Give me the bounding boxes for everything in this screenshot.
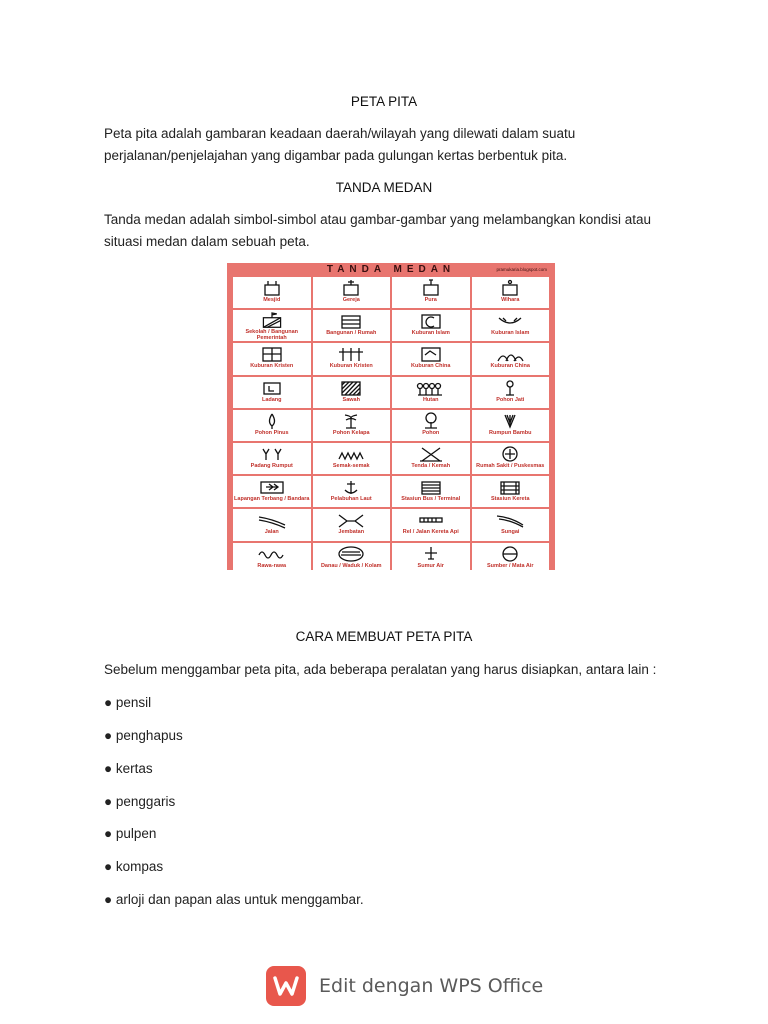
legend-cell-label: Rel / Jalan Kereta Api — [402, 529, 459, 536]
legend-cell — [472, 310, 550, 341]
grassland-icon — [257, 445, 287, 463]
legend-cell — [233, 410, 311, 441]
legend-cell-label: Stasiun Kereta — [490, 496, 530, 503]
tree-icon — [416, 412, 446, 430]
legend-cell — [472, 509, 550, 540]
pine-tree-icon — [257, 412, 287, 430]
field-icon — [257, 379, 287, 397]
lake-icon — [336, 545, 366, 563]
legend-cell — [472, 410, 550, 441]
coconut-tree-icon — [336, 412, 366, 430]
legend-cell-label: Kuburan China — [490, 363, 530, 370]
paragraph-cara-membuat: Sebelum menggambar peta pita, ada beberapa peralatan yang harus disiapkan, antara lain : — [104, 662, 657, 677]
legend-cell — [313, 543, 391, 574]
legend-cell-label: Pohon Kelapa — [332, 429, 370, 436]
legend-cell — [233, 476, 311, 507]
legend-cell-label: Rumpun Bambu — [489, 429, 532, 436]
legend-cell — [472, 377, 550, 408]
legend-cell — [392, 443, 470, 474]
paragraph-line: perjalanan/penjelajahan yang digambar pada gulungan kertas berbentuk pita. — [104, 148, 568, 163]
legend-cell — [392, 410, 470, 441]
spring-icon — [495, 545, 525, 563]
legend-cell-label: Kuburan Kristen — [250, 363, 294, 370]
legend-cell — [392, 277, 470, 308]
legend-cell — [392, 377, 470, 408]
edit-with-wps-button[interactable] — [266, 964, 543, 1008]
list-item: ● pensil — [104, 695, 152, 710]
legend-cell-label: Danau / Waduk / Kolam — [320, 562, 382, 569]
mosque-icon — [257, 279, 287, 297]
legend-cell — [472, 343, 550, 374]
list-item: ● kertas — [104, 761, 153, 776]
legend-cell-label: Wihara — [501, 297, 520, 303]
legend-cell — [233, 443, 311, 474]
title-peta-pita: PETA PITA — [350, 94, 418, 109]
legend-cell — [392, 543, 470, 574]
ricefield-icon — [336, 379, 366, 397]
legend-cell — [233, 543, 311, 574]
hospital-icon — [495, 445, 525, 463]
bridge-icon — [336, 511, 366, 529]
paragraph-line: Tanda medan adalah simbol-simbol atau gambar-gambar yang melambangkan kondisi atau — [104, 212, 652, 227]
river-icon — [495, 511, 525, 529]
legend-cell-label: Ladang — [261, 396, 282, 403]
tent-icon — [416, 445, 446, 463]
legend-cell — [472, 443, 550, 474]
bamboo-icon — [495, 412, 525, 430]
legend-cell-label: Rawa-rawa — [257, 562, 287, 569]
wps-logo-icon — [266, 966, 306, 1006]
legend-cell-label: Padang Rumput — [250, 462, 293, 469]
legend-cell — [233, 277, 311, 308]
title-cara-membuat: CARA MEMBUAT PETA PITA — [295, 629, 473, 644]
christian-grave-icon — [257, 345, 287, 363]
railway-icon — [416, 511, 446, 529]
legend-cell — [233, 310, 311, 341]
list-item: ● arloji dan papan alas untuk menggambar. — [104, 892, 364, 907]
road-icon — [257, 511, 287, 529]
legend-cell-label: Sumur Air — [417, 562, 444, 569]
legend-cell-label: Lapangan Terbang / Bandara — [234, 496, 310, 503]
paragraph-line: situasi medan dalam sebuah peta. — [104, 234, 310, 249]
well-icon — [416, 545, 446, 563]
building-icon — [336, 312, 366, 330]
legend-cell-label: Tenda / Kemah — [411, 462, 451, 469]
legend-cell-label: Jembatan — [338, 529, 365, 536]
legend-cell — [392, 509, 470, 540]
legend-cell — [313, 476, 391, 507]
list-item: ● pulpen — [104, 826, 157, 841]
legend-cell — [233, 343, 311, 374]
legend-cell — [392, 476, 470, 507]
legend-title: TANDA MEDAN — [326, 264, 456, 275]
paragraph-peta-pita — [104, 123, 684, 167]
seaport-icon — [336, 478, 366, 496]
legend-cell — [313, 343, 391, 374]
legend-cell-label: Jalan — [264, 529, 279, 536]
paragraph-tanda-medan — [104, 209, 684, 253]
legend-cell-label: Kuburan Islam — [491, 330, 530, 337]
islamic-grave-icon — [416, 312, 446, 330]
swamp-icon — [257, 545, 287, 563]
wps-edit-label: Edit dengan WPS Office — [319, 975, 544, 997]
legend-cell-label: Kuburan Islam — [411, 330, 450, 337]
list-item: ● kompas — [104, 859, 164, 874]
chinese-grave-icon — [416, 345, 446, 363]
vihara-icon — [495, 279, 525, 297]
legend-cell-label: Sungai — [501, 529, 520, 536]
legend-cell-label: Sumber / Mata Air — [486, 562, 534, 569]
legend-cell — [313, 509, 391, 540]
legend-cell — [472, 476, 550, 507]
tanda-medan-legend-image — [227, 263, 555, 570]
legend-url: pramukaria.blogspot.com — [496, 267, 547, 272]
legend-cell — [233, 377, 311, 408]
legend-cell — [472, 543, 550, 574]
teak-tree-icon — [495, 379, 525, 397]
list-item: ● penghapus — [104, 728, 183, 743]
legend-cell-label: Pura — [424, 297, 437, 303]
legend-cell-label: Rumah Sakit / Puskesmas — [476, 462, 545, 469]
islamic-grave-2-icon — [495, 312, 525, 330]
legend-cell — [233, 509, 311, 540]
legend-cell-label: Sawah — [342, 396, 360, 403]
legend-cell-label: Mesjid — [263, 297, 281, 303]
list-item: ● penggaris — [104, 794, 176, 809]
temple-icon — [416, 279, 446, 297]
legend-cell — [392, 343, 470, 374]
bush-icon — [336, 445, 366, 463]
title-tanda-medan: TANDA MEDAN — [335, 180, 433, 195]
legend-cell — [472, 277, 550, 308]
legend-cell-label: Semak-semak — [332, 462, 370, 469]
legend-cell — [313, 277, 391, 308]
legend-cell-label: Sekolah / Bangunan Pemerintah — [245, 329, 299, 342]
legend-cell-label: Bangunan / Rumah — [326, 330, 377, 337]
legend-cell — [313, 443, 391, 474]
church-icon — [336, 279, 366, 297]
legend-cell-label: Hutan — [422, 396, 439, 403]
train-station-icon — [495, 478, 525, 496]
forest-icon — [416, 379, 446, 397]
legend-cell-label: Pohon Jati — [496, 396, 525, 403]
school-icon — [257, 312, 287, 329]
legend-grid — [233, 277, 549, 569]
legend-cell — [313, 377, 391, 408]
airport-icon — [257, 478, 287, 496]
legend-cell-label: Stasiun Bus / Terminal — [401, 496, 461, 503]
legend-cell — [313, 410, 391, 441]
legend-cell — [392, 310, 470, 341]
legend-cell-label: Pohon Pinus — [254, 429, 289, 436]
legend-cell-label: Gereja — [342, 297, 360, 303]
paragraph-line: Peta pita adalah gambaran keadaan daerah/wilayah yang dilewati dalam suatu — [104, 126, 576, 141]
legend-cell-label: Pohon — [422, 429, 440, 436]
legend-cell-label: Kuburan Kristen — [329, 363, 373, 370]
legend-cell-label: Pelabuhan Laut — [330, 496, 372, 503]
christian-grave-2-icon — [336, 345, 366, 363]
chinese-grave-2-icon — [495, 345, 525, 363]
legend-cell-label: Kuburan China — [411, 363, 451, 370]
legend-cell — [313, 310, 391, 341]
bus-station-icon — [416, 478, 446, 496]
